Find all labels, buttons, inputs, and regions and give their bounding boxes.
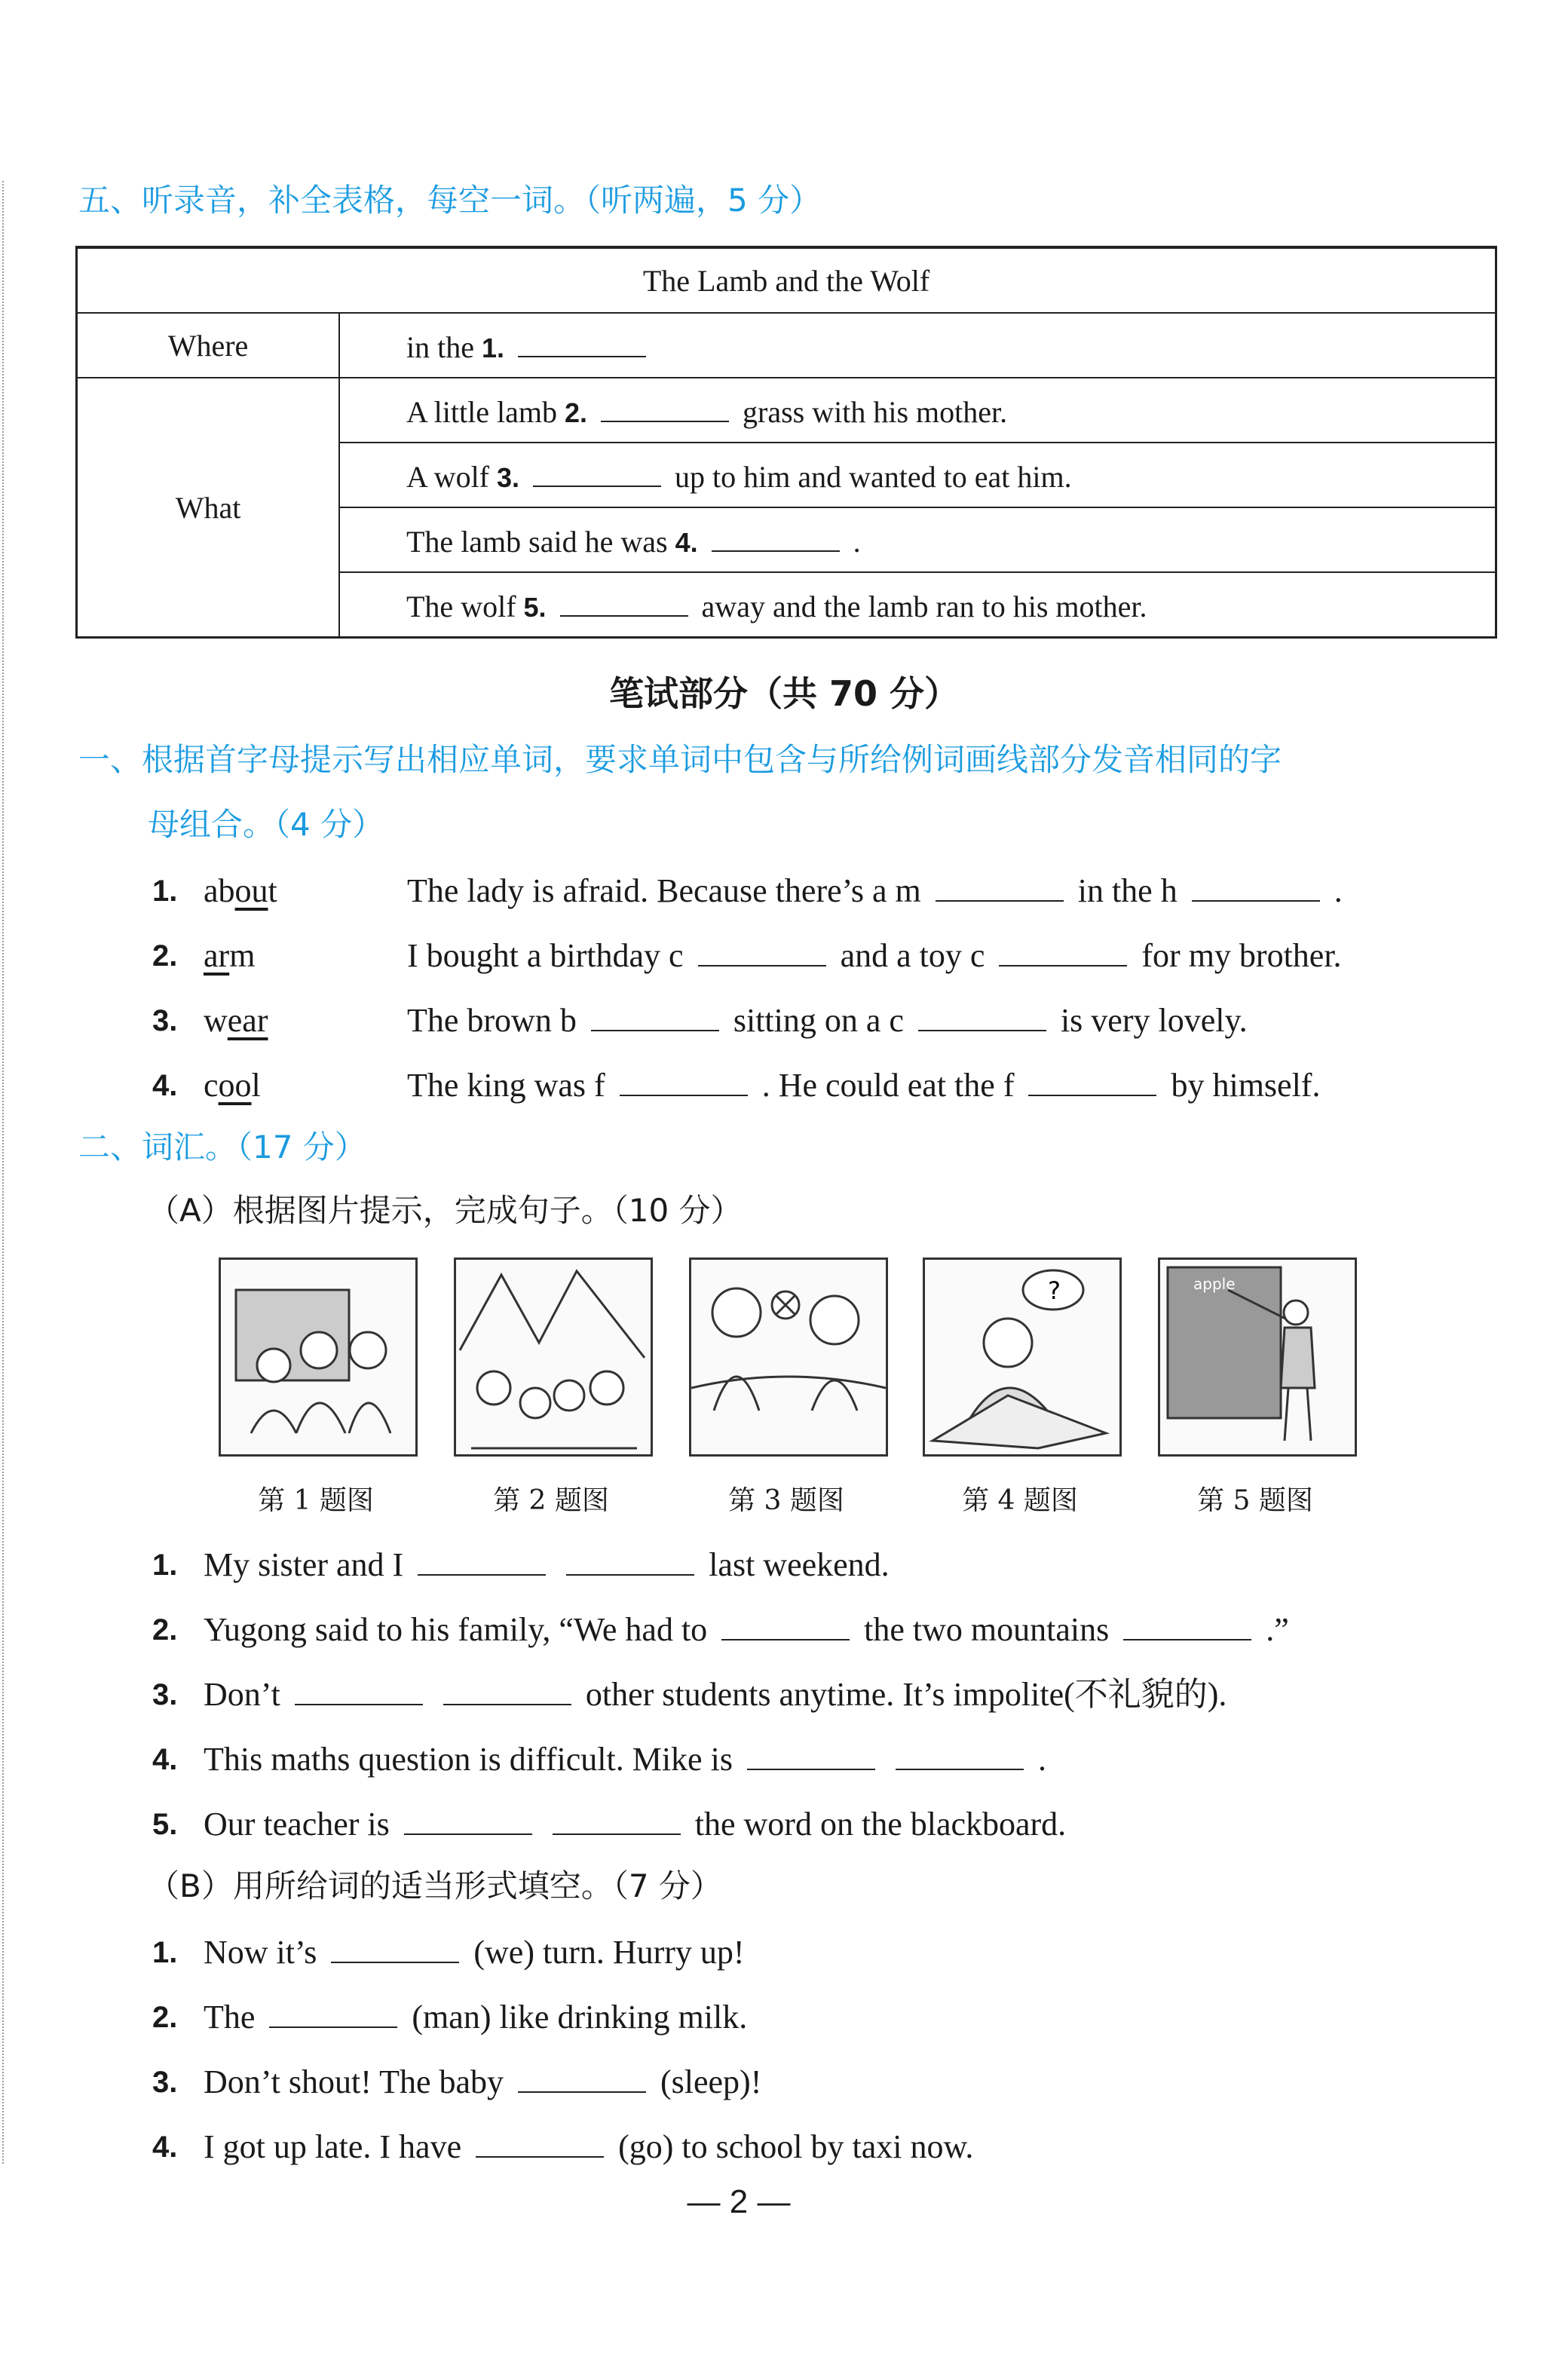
- table-row: [339, 378, 1496, 443]
- answer-blank[interactable]: [721, 1609, 850, 1640]
- answer-blank[interactable]: [331, 1931, 459, 1963]
- sentence-text: The lamb said he was: [406, 525, 668, 559]
- sentence-text: Yugong said to his family, “We had to: [204, 1611, 708, 1648]
- section5-heading: [78, 178, 821, 223]
- picture-5-board-word: apple: [1193, 1275, 1236, 1293]
- answer-blank[interactable]: [896, 1738, 1024, 1770]
- answer-blank[interactable]: [404, 1803, 532, 1835]
- sentence-text: .: [1037, 1741, 1046, 1778]
- question-number: 3.: [152, 1004, 178, 1037]
- word-part: w: [204, 1002, 228, 1039]
- answer-blank[interactable]: [918, 1000, 1046, 1031]
- table-row: [339, 572, 1496, 638]
- sentence-text: (go) to school by taxi now.: [618, 2128, 974, 2165]
- question-number: 2.: [564, 397, 588, 428]
- answer-blank[interactable]: [591, 1000, 719, 1031]
- answer-blank[interactable]: [418, 1544, 546, 1576]
- sentence-text: last weekend.: [709, 1546, 890, 1583]
- caption-2: 第 2 题图: [493, 1485, 609, 1516]
- sentence-text: Don’t: [204, 1676, 280, 1713]
- section5-heading-text: 五、听录音，补全表格，每空一词。: [78, 182, 586, 219]
- answer-blank[interactable]: [295, 1674, 423, 1705]
- sentence-text: The king was f: [407, 1067, 605, 1104]
- partA-heading: （A）根据图片提示，完成句子。（10 分）: [148, 1192, 743, 1229]
- answer-blank[interactable]: [698, 935, 826, 966]
- question-number: 2.: [152, 1613, 178, 1647]
- sentence: [204, 1995, 747, 2040]
- sentence: [204, 1930, 745, 1975]
- sentence-text: My sister and I: [204, 1546, 404, 1583]
- sentence-text: A little lamb: [406, 395, 557, 429]
- question-number: 4.: [152, 1069, 178, 1102]
- sentence-text: I got up late. I have: [204, 2128, 462, 2165]
- table-row: [339, 507, 1496, 572]
- page-number: — 2 —: [687, 2183, 791, 2220]
- question-number: 3.: [497, 462, 520, 493]
- answer-blank[interactable]: [269, 1996, 397, 2028]
- question-number: 4.: [675, 527, 698, 558]
- table-row: [339, 313, 1496, 378]
- sentence-text: I bought a birthday c: [407, 937, 684, 974]
- sentence-text: .: [1334, 872, 1343, 909]
- caption-3: 第 3 题图: [728, 1485, 844, 1516]
- sentence: [407, 1063, 1320, 1108]
- underlined-letters: ear: [227, 1002, 268, 1039]
- sentence-text: grass with his mother.: [743, 395, 1008, 429]
- sentence-text: .: [853, 525, 861, 559]
- where-label: Where: [77, 313, 340, 378]
- sentence: [204, 1607, 1289, 1653]
- answer-blank[interactable]: [1028, 1065, 1156, 1096]
- picture-2-yugong-mountains: [454, 1258, 653, 1457]
- answer-blank[interactable]: [518, 326, 646, 357]
- sentence-text: in the: [406, 330, 474, 364]
- sentence-text: A wolf: [406, 460, 489, 494]
- answer-blank[interactable]: [476, 2126, 604, 2158]
- sentence-text: the word on the blackboard.: [694, 1806, 1067, 1843]
- sentence-text: .”: [1266, 1611, 1289, 1648]
- table-title: The Lamb and the Wolf: [77, 247, 1496, 313]
- caption-1: 第 1 题图: [258, 1485, 374, 1516]
- answer-blank[interactable]: [936, 870, 1064, 902]
- word-part: c: [204, 1067, 219, 1104]
- question-number: 1.: [481, 332, 505, 363]
- section2-heading: [78, 1125, 366, 1170]
- answer-blank[interactable]: [443, 1674, 571, 1705]
- question-number: 4.: [152, 2131, 178, 2164]
- sentence-text: This maths question is difficult. Mike is: [204, 1741, 733, 1778]
- section1-heading: 一、根据首字母提示写出相应单词，要求单词中包含与所给例词画线部分发音相同的字: [78, 741, 1282, 778]
- question-number: 2.: [152, 939, 178, 973]
- section2-points: （17 分）: [237, 1129, 366, 1166]
- sentence-text: Now it’s: [204, 1934, 317, 1971]
- sentence-text: (man) like drinking milk.: [412, 1999, 748, 2036]
- sentence: [204, 1737, 1046, 1782]
- sentence-text: other students anytime. It’s impolite(不礼貌的).: [585, 1676, 1227, 1713]
- sentence-text: for my brother.: [1141, 937, 1342, 974]
- sentence-text: (sleep)!: [660, 2063, 762, 2100]
- sentence: [204, 1542, 890, 1588]
- written-section-title: 笔试部分（共 70 分）: [608, 673, 960, 714]
- sentence: [204, 2124, 973, 2170]
- picture-5-teacher-blackboard: [1158, 1258, 1357, 1457]
- sentence-text: . He could eat the f: [761, 1067, 1015, 1104]
- section5-points: （听两遍，5 分）: [585, 182, 822, 219]
- story-table: [75, 246, 1497, 639]
- sentence-text: The: [204, 1999, 256, 2036]
- svg-text:?: ?: [1048, 1276, 1061, 1305]
- sentence-text: Don’t shout! The baby: [204, 2063, 504, 2100]
- answer-blank[interactable]: [747, 1738, 875, 1770]
- word-part: t: [268, 872, 277, 909]
- sentence-text: sitting on a c: [733, 1002, 904, 1039]
- answer-blank[interactable]: [533, 455, 661, 487]
- example-word: [204, 868, 277, 914]
- section1-heading-line2: [148, 802, 384, 847]
- question-number: 3.: [152, 2066, 178, 2099]
- sentence-text: and a toy c: [840, 937, 985, 974]
- sentence: [407, 933, 1342, 979]
- sentence-text: The lady is afraid. Because there’s a m: [407, 872, 921, 909]
- answer-blank[interactable]: [553, 1803, 681, 1835]
- question-number: 1.: [152, 1936, 178, 1969]
- what-label: What: [77, 378, 340, 638]
- sentence: [204, 1802, 1066, 1847]
- section1-heading-text: 母组合。: [148, 806, 275, 843]
- picture-3-no-laughing: [689, 1258, 888, 1457]
- sentence: [204, 1672, 1227, 1717]
- question-number: 3.: [152, 1678, 178, 1711]
- partB-heading: （B）用所给词的适当形式填空。（7 分）: [148, 1867, 722, 1904]
- answer-blank[interactable]: [560, 585, 688, 617]
- underlined-letters: ar: [204, 937, 230, 974]
- question-number: 1.: [152, 875, 178, 908]
- question-number: 1.: [152, 1549, 178, 1582]
- sentence-text: is very lovely.: [1060, 1002, 1248, 1039]
- word-part: l: [251, 1067, 261, 1104]
- binding-margin: [2, 181, 4, 2164]
- sentence-text: by himself.: [1171, 1067, 1321, 1104]
- sentence: [204, 2060, 761, 2105]
- sentence: [407, 868, 1343, 914]
- underlined-letters: oo: [218, 1067, 252, 1104]
- section2-heading-text: 二、词汇。: [78, 1129, 237, 1166]
- answer-blank[interactable]: [601, 391, 729, 422]
- question-number: 5.: [152, 1808, 178, 1841]
- example-word: [204, 933, 255, 979]
- caption-4: 第 4 题图: [962, 1485, 1078, 1516]
- sentence-text: (we) turn. Hurry up!: [473, 1934, 745, 1971]
- answer-blank[interactable]: [518, 2061, 646, 2093]
- word-part: m: [229, 937, 256, 974]
- question-number: 2.: [152, 2001, 178, 2034]
- sentence-text: up to him and wanted to eat him.: [675, 460, 1072, 494]
- sentence-text: The wolf: [406, 590, 516, 623]
- question-number: 4.: [152, 1743, 178, 1776]
- answer-blank[interactable]: [1192, 870, 1320, 902]
- sentence-text: away and the lamb ran to his mother.: [701, 590, 1147, 623]
- sentence: [407, 998, 1248, 1043]
- answer-blank[interactable]: [1123, 1609, 1251, 1640]
- picture-1-family-outing: [219, 1258, 418, 1457]
- example-word: [204, 998, 268, 1043]
- example-word: [204, 1063, 261, 1108]
- section1-points: （4 分）: [274, 806, 384, 843]
- answer-blank[interactable]: [620, 1065, 748, 1096]
- sentence-text: the two mountains: [864, 1611, 1110, 1648]
- question-number: 5.: [523, 592, 547, 623]
- sentence-text: Our teacher is: [204, 1806, 390, 1843]
- picture-4-thinking-boy: [923, 1258, 1122, 1457]
- caption-5: 第 5 题图: [1197, 1485, 1313, 1516]
- sentence-text: in the h: [1077, 872, 1178, 909]
- table-row: [339, 443, 1496, 507]
- answer-blank[interactable]: [566, 1544, 694, 1576]
- sentence-text: The brown b: [407, 1002, 577, 1039]
- answer-blank[interactable]: [712, 520, 840, 552]
- word-part: ab: [204, 872, 235, 909]
- answer-blank[interactable]: [999, 935, 1127, 966]
- underlined-letters: ou: [234, 872, 268, 909]
